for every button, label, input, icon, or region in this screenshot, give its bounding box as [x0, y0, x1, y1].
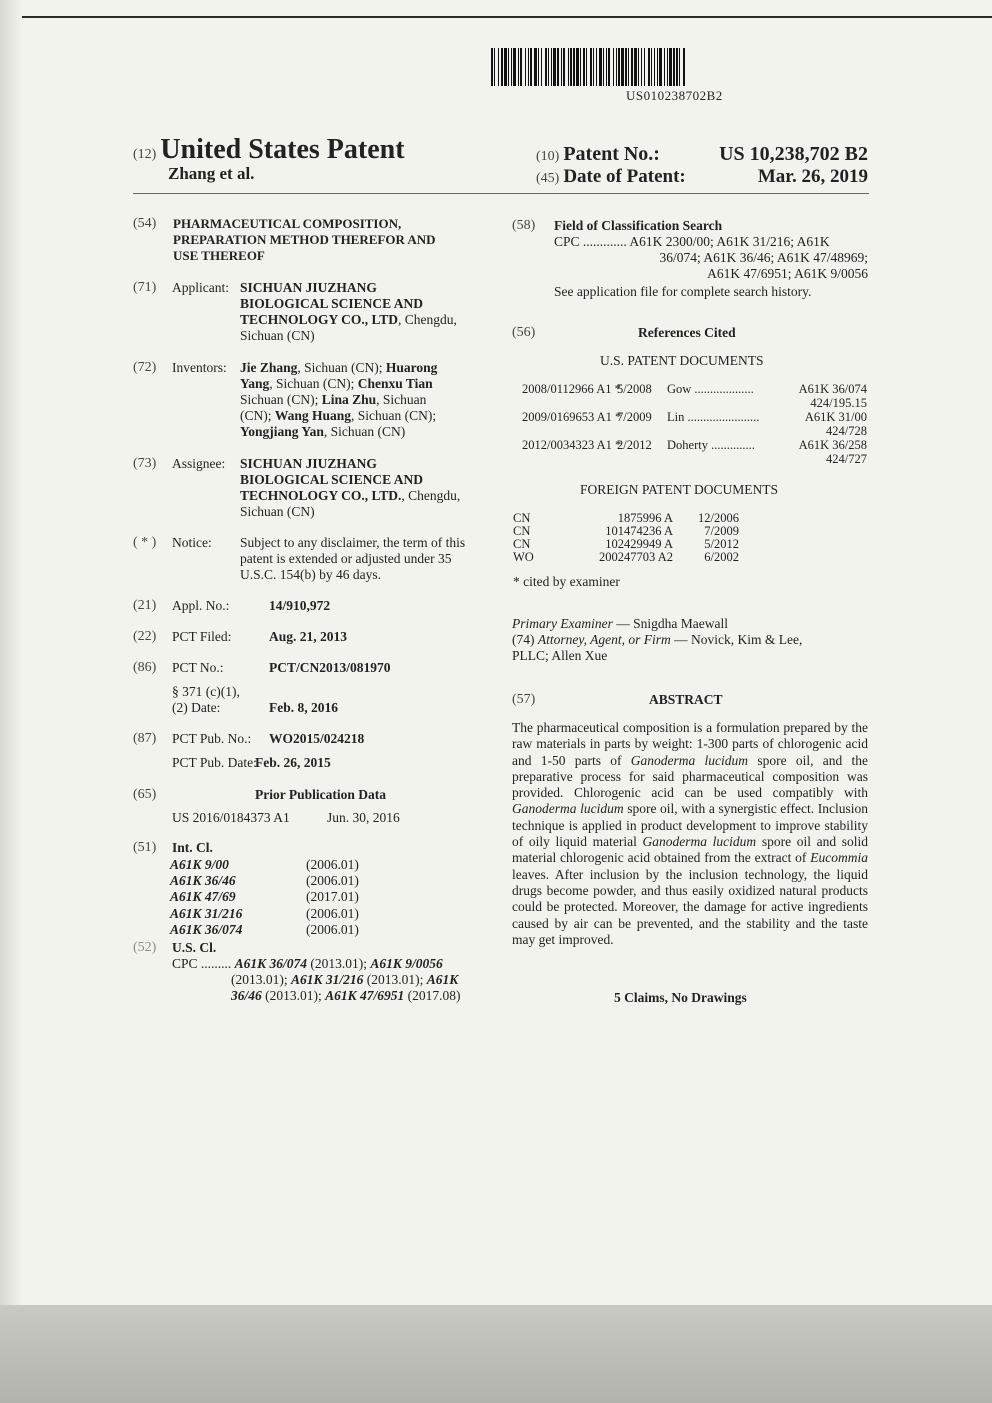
- int-cl-row: A61K 47/69 (2017.01): [170, 889, 359, 905]
- patent-page: US010238702B2 (12) United States Patent Zhang et al. (10) Patent No.: US 10,238,702 B2 (45) Date of Patent: Mar. 26, 2019 (54) PHARMACEUTICAL COMPOSITION, PREPARATION METHOD THEREFOR AND USE THEREOF (71) Applicant: SICHUAN JIUZHANG BIOLOGICAL SCIENCE AND TECHNOLOGY CO., LTD, Chengdu, Sichuan (CN) (72) Inventors: Jie Zhang, Sichuan (CN); Huarong Yang, Sichuan (CN); Chenxu Tian Sichuan (CN); Lina Zhu, Sichuan (CN); Wang Huang, Sichuan (CN); Yongjiang Yan, Sichuan (CN) (73) Assignee: SICHUAN JIUZHANG BIOLOGICAL SCIENCE AND TECHNOLOGY CO., LTD., Chengdu, Sichuan (CN) ( * ) Notice: Subject to any disclaimer, the term of this patent is extended or adjusted under 35 U.S.C. 154(b) by 46 days. (21) Appl. No.: 14/910,972 (22) PCT Filed: Aug. 21, 2013 (86) PCT No.: PCT/CN2013/081970 § 371 (c)(1), (2) Date: Feb. 8, 2016 (87) PCT Pub. No.: WO2015/024218 PCT Pub. Date: Feb. 26, 2015 (65) Prior Publication Data US 2016/0184373 A1 Jun. 30, 2016 (51) Int. Cl. A61K 9/00 (2006.01) A61K 36/46 (2006.01) A61K 47/69 (2017.01) A61K 31/216 (2006.01) A61K 36/074 (2006.01) (52) U.S. Cl. CPC ......... A61K 36/074 (2013.01); A61K 9/0056 (2013.01); A61K 31/216 (2013.01); A61K 36/46 (2013.01); A61K 47/6951 (2017.08) (58) Field of Classification Search CPC ............. A61K 2300/00; A61K 31/216; A61K 36/074; A61K 36/46; A61K 47/48969; A61K 47/6951; A61K 9/0056 See application file for complete search history. (56) References Cited U.S. PATENT DOCUMENTS 2008/0112966 A1 * 5/2008 Gow ................... A61K 36/074 424/195.15 2009/0169653 A1 * 7/2009 Lin ....................... A61K 31/00 424/728 2012/0034323 A1 * 2/2012 Doherty .............. A61K 36/258 424/727 FOREIGN PATENT DOCUMENTS CN 1875996 A 12/2006 CN 101474236 A 7/2009 CN 102429949 A 5/2012 WO 200247703 A2 6/2002 * cited by examiner Primary Examiner — Snigdha Maewall (74) Attorney, Agent, or Firm — Novick, Kim & Lee, PLLC; Allen Xue (57) ABSTRACT The pharmaceutical composition is a formulation prepared by the raw materials in parts by weight: 1-300 parts of chlorogenic acid and 1-50 parts of Ganoderma lucidum spore oil, and the preparative process for said pharmaceutical composition was provided. Chlorogenic acid can be used compatibly with Ganoderma lucidum spore oil, with a synergistic effect. Inclusion technique is applied in product development to improve stability of oily liquid material Ganoderma lucidum spore oil and solid material chlorogenic acid obtained from the extract of Eucommia leaves. After inclusion by the inclusion technology, the liquid drugs become powder, and thus easily oxidized natural products could be protected. Moreover, the damage for active ingredients caused by air can be prevented, and the stability and the taste may get improved. 5 Claims, No Drawings: [0, 0, 992, 1403]
- foreign-docs-title: FOREIGN PATENT DOCUMENTS: [580, 482, 779, 497]
- code-12: (12): [133, 147, 157, 162]
- us-references-list: [522, 382, 867, 466]
- foreign-row: CN 1875996 A 12/2006: [513, 511, 739, 525]
- barcode-number: US010238702B2: [626, 88, 723, 103]
- barcode: [491, 48, 869, 86]
- patent-type-title: (12) United States Patent: [133, 134, 405, 165]
- patent-number: US 10,238,702 B2: [719, 143, 868, 165]
- reference-row: 2012/0034323 A1 * 2/2012 Doherty .............. A61K 36/258 424/727: [522, 438, 867, 466]
- int-cl-list: [170, 857, 370, 938]
- int-cl-row: A61K 36/46 (2006.01): [170, 873, 359, 889]
- barcode-bar: [685, 48, 686, 86]
- foreign-row: WO 200247703 A2 6/2002: [513, 550, 739, 564]
- claims-summary: 5 Claims, No Drawings: [614, 990, 747, 1005]
- foreign-row: CN 102429949 A 5/2012: [513, 537, 739, 551]
- int-cl-row: A61K 36/074 (2006.01): [170, 921, 359, 937]
- reference-row: 2009/0169653 A1 * 7/2009 Lin ....................... A61K 31/00 424/728: [522, 410, 867, 438]
- abstract-text: The pharmaceutical composition is a formulation prepared by the raw materials in parts by weight: 1-300 parts of chlorogenic acid and 1-50 parts of Ganoderma lucidum spore oil, and the preparative process for said pharmaceutical composition was provided. Chlorogenic acid can be used compatibly with Ganoderma lucidum spore oil, with a synergistic effect. Inclusion technique is applied in product development to improve stability of oily liquid material Ganoderma lucidum spore oil and solid material chlorogenic acid obtained from the extract of Eucommia leaves. After inclusion by the inclusion technology, the liquid drugs become powder, and thus easily oxidized natural products could be protected. Moreover, the damage for active ingredients caused by air can be prevented, and the stability and the taste may get improved.: [512, 720, 868, 947]
- reference-row: 2008/0112966 A1 * 5/2008 Gow ................... A61K 36/074 424/195.15: [522, 382, 867, 410]
- header-divider: [133, 193, 869, 194]
- foreign-row: CN 101474236 A 7/2009: [513, 524, 739, 538]
- examiner-block: Primary Examiner — Snigdha Maewall (74) Attorney, Agent, or Firm — Novick, Kim & Lee, PLLC; Allen Xue: [512, 616, 803, 663]
- scan-shadow-band: [0, 1305, 992, 1403]
- patent-date-line: (45) Date of Patent: Mar. 26, 2019: [536, 166, 868, 187]
- top-border-line: [22, 16, 992, 18]
- foreign-references-list: [513, 511, 753, 563]
- cited-by-examiner: * cited by examiner: [513, 574, 620, 589]
- int-cl-row: A61K 31/216 (2006.01): [170, 905, 359, 921]
- patent-number-line: (10) Patent No.: US 10,238,702 B2: [536, 143, 868, 165]
- int-cl-row: A61K 9/00 (2006.01): [170, 857, 359, 872]
- inventors-short: Zhang et al.: [168, 164, 255, 183]
- patent-date: Mar. 26, 2019: [757, 166, 868, 187]
